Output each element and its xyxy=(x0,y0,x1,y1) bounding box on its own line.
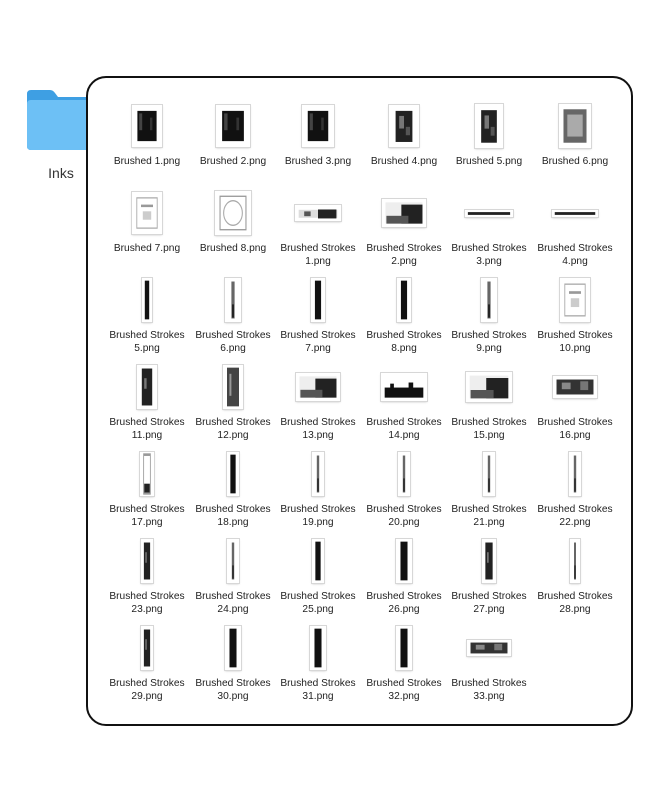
file-item[interactable] xyxy=(446,165,532,267)
file-thumbnail[interactable] xyxy=(141,539,153,583)
file-name: Brushed 6.png xyxy=(541,156,609,167)
file-item[interactable] xyxy=(361,165,447,267)
file-thumbnail[interactable] xyxy=(397,278,411,322)
file-item[interactable] xyxy=(275,513,361,615)
file-name: Brushed Strokes 6.png xyxy=(195,330,271,354)
file-name: Brushed Strokes 1.png xyxy=(280,243,356,267)
file-name: Brushed Strokes 25.png xyxy=(280,591,356,615)
file-thumbnail[interactable] xyxy=(396,626,412,670)
file-name: Brushed Strokes 2.png xyxy=(366,243,442,267)
file-item[interactable] xyxy=(361,600,447,702)
file-thumbnail[interactable] xyxy=(141,626,153,670)
file-item[interactable] xyxy=(104,426,190,528)
file-thumbnail[interactable] xyxy=(227,452,239,496)
file-item[interactable] xyxy=(190,513,276,615)
file-item[interactable] xyxy=(532,78,618,165)
file-thumbnail[interactable] xyxy=(481,278,497,322)
file-item[interactable] xyxy=(190,600,276,702)
file-thumbnail[interactable] xyxy=(140,452,154,496)
file-thumbnail[interactable] xyxy=(312,539,324,583)
file-item[interactable] xyxy=(532,252,618,354)
file-thumbnail[interactable] xyxy=(215,191,251,235)
file-thumbnail[interactable] xyxy=(569,452,581,496)
file-name: Brushed 4.png xyxy=(370,156,438,167)
file-name: Brushed Strokes 22.png xyxy=(537,504,613,528)
file-name: Brushed Strokes 27.png xyxy=(451,591,527,615)
file-name: Brushed 5.png xyxy=(455,156,523,167)
file-item[interactable] xyxy=(446,78,532,165)
file-thumbnail[interactable] xyxy=(137,365,157,409)
file-name: Brushed 8.png xyxy=(199,243,267,254)
file-thumbnail[interactable] xyxy=(382,199,426,227)
file-thumbnail[interactable] xyxy=(466,372,512,402)
file-name: Brushed 2.png xyxy=(199,156,267,167)
file-item[interactable] xyxy=(361,339,447,441)
file-item[interactable] xyxy=(361,78,447,165)
file-item[interactable] xyxy=(361,426,447,528)
file-thumbnail[interactable] xyxy=(381,373,427,401)
file-name: Brushed Strokes 23.png xyxy=(109,591,185,615)
file-thumbnail[interactable] xyxy=(311,278,325,322)
file-thumbnail[interactable] xyxy=(296,373,340,401)
file-item[interactable] xyxy=(361,513,447,615)
file-name: Brushed 3.png xyxy=(284,156,352,167)
file-name: Brushed Strokes 24.png xyxy=(195,591,271,615)
file-item[interactable] xyxy=(104,339,190,441)
file-thumbnail[interactable] xyxy=(465,210,513,217)
file-name: Brushed Strokes 14.png xyxy=(366,417,442,441)
file-thumbnail[interactable] xyxy=(553,376,597,398)
file-thumbnail[interactable] xyxy=(312,452,324,496)
file-item[interactable] xyxy=(275,165,361,267)
file-item[interactable] xyxy=(275,339,361,441)
file-name: Brushed Strokes 17.png xyxy=(109,504,185,528)
folder-label: Inks xyxy=(48,165,74,181)
file-item[interactable] xyxy=(275,78,361,165)
file-item[interactable] xyxy=(446,339,532,441)
file-thumbnail[interactable] xyxy=(223,365,243,409)
file-item[interactable] xyxy=(190,252,276,354)
file-thumbnail[interactable] xyxy=(552,210,598,217)
file-item[interactable] xyxy=(446,426,532,528)
file-name: Brushed Strokes 16.png xyxy=(537,417,613,441)
file-item[interactable] xyxy=(275,252,361,354)
file-item[interactable] xyxy=(275,600,361,702)
file-thumbnail[interactable] xyxy=(295,205,341,221)
file-item[interactable] xyxy=(104,513,190,615)
file-item[interactable] xyxy=(532,339,618,441)
file-thumbnail[interactable] xyxy=(132,192,162,234)
file-grid xyxy=(88,78,631,724)
file-name: Brushed Strokes 31.png xyxy=(280,678,356,702)
file-item[interactable] xyxy=(190,426,276,528)
file-item[interactable] xyxy=(190,165,276,252)
file-item[interactable] xyxy=(446,513,532,615)
file-thumbnail[interactable] xyxy=(482,539,496,583)
file-name: Brushed Strokes 5.png xyxy=(109,330,185,354)
file-thumbnail[interactable] xyxy=(475,104,503,148)
file-item[interactable] xyxy=(532,165,618,267)
file-thumbnail[interactable] xyxy=(560,278,590,322)
file-item[interactable] xyxy=(104,78,190,165)
file-name: Brushed Strokes 15.png xyxy=(451,417,527,441)
file-item[interactable] xyxy=(104,252,190,354)
file-item[interactable] xyxy=(446,252,532,354)
file-name: Brushed Strokes 8.png xyxy=(366,330,442,354)
file-name: Brushed Strokes 13.png xyxy=(280,417,356,441)
file-thumbnail[interactable] xyxy=(467,640,511,656)
file-item[interactable] xyxy=(190,78,276,165)
file-thumbnail[interactable] xyxy=(302,105,334,147)
file-name: Brushed Strokes 32.png xyxy=(366,678,442,702)
file-name: Brushed Strokes 9.png xyxy=(451,330,527,354)
file-thumbnail[interactable] xyxy=(216,105,250,147)
file-name: Brushed Strokes 30.png xyxy=(195,678,271,702)
file-thumbnail[interactable] xyxy=(227,539,239,583)
file-thumbnail[interactable] xyxy=(559,104,591,148)
file-name: Brushed Strokes 20.png xyxy=(366,504,442,528)
file-name: Brushed Strokes 21.png xyxy=(451,504,527,528)
file-thumbnail[interactable] xyxy=(483,452,495,496)
file-name: Brushed 1.png xyxy=(113,156,181,167)
file-name: Brushed Strokes 3.png xyxy=(451,243,527,267)
file-thumbnail[interactable] xyxy=(142,278,152,322)
file-thumbnail[interactable] xyxy=(570,539,580,583)
file-thumbnail[interactable] xyxy=(132,105,162,147)
file-thumbnail[interactable] xyxy=(389,105,419,147)
file-item[interactable] xyxy=(104,165,190,252)
file-name: Brushed Strokes 29.png xyxy=(109,678,185,702)
file-thumbnail[interactable] xyxy=(310,626,326,670)
file-name: Brushed 7.png xyxy=(113,243,181,254)
file-item[interactable] xyxy=(532,513,618,615)
file-item[interactable] xyxy=(532,426,618,528)
file-item[interactable] xyxy=(446,600,532,702)
file-name: Brushed Strokes 4.png xyxy=(537,243,613,267)
file-name: Brushed Strokes 33.png xyxy=(451,678,527,702)
file-item[interactable] xyxy=(104,600,190,702)
file-name: Brushed Strokes 12.png xyxy=(195,417,271,441)
file-name: Brushed Strokes 19.png xyxy=(280,504,356,528)
file-item[interactable] xyxy=(275,426,361,528)
file-thumbnail[interactable] xyxy=(398,452,410,496)
file-thumbnail[interactable] xyxy=(225,278,241,322)
file-name: Brushed Strokes 18.png xyxy=(195,504,271,528)
file-name: Brushed Strokes 28.png xyxy=(537,591,613,615)
file-name: Brushed Strokes 10.png xyxy=(537,330,613,354)
file-thumbnail[interactable] xyxy=(396,539,412,583)
file-name: Brushed Strokes 7.png xyxy=(280,330,356,354)
file-grid-panel xyxy=(86,76,633,726)
file-item[interactable] xyxy=(361,252,447,354)
file-thumbnail[interactable] xyxy=(225,626,241,670)
file-item[interactable] xyxy=(190,339,276,441)
file-name: Brushed Strokes 11.png xyxy=(109,417,185,441)
file-name: Brushed Strokes 26.png xyxy=(366,591,442,615)
